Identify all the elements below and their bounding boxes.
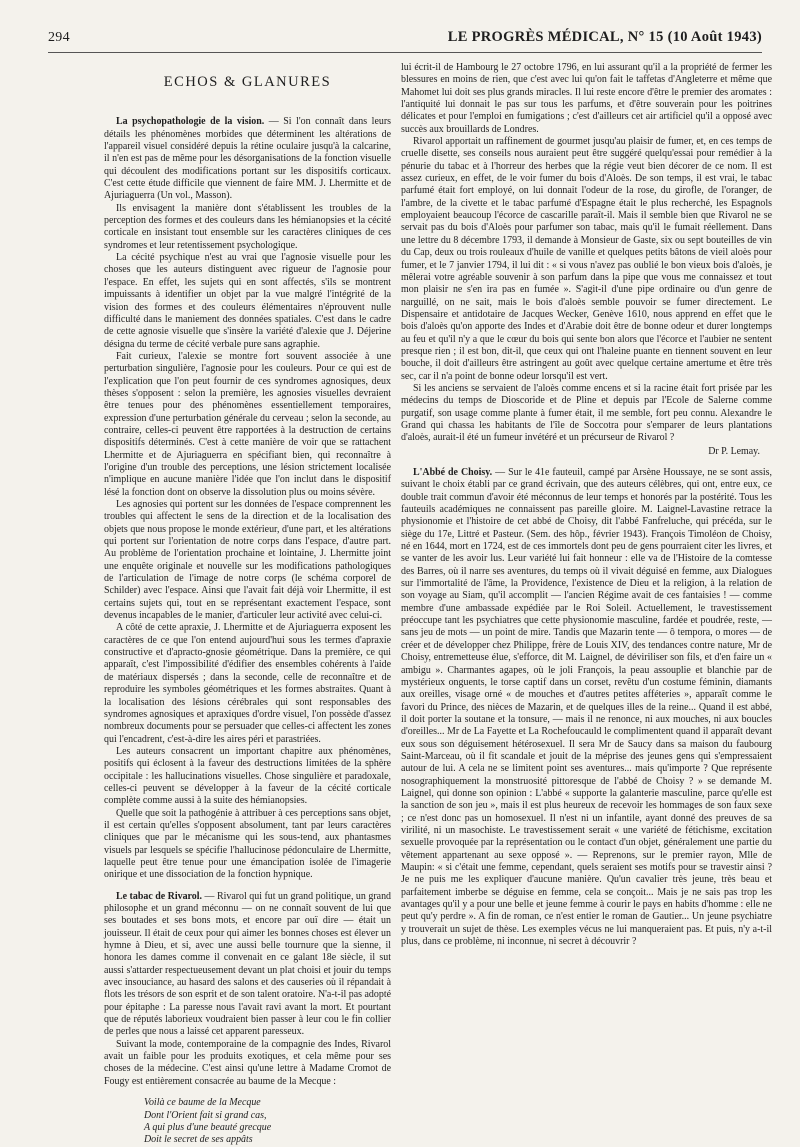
paragraph: Rivarol apportait un raffinement de gourmet jusqu'au plaisir de fumer, et, en ces temps de cruelle disette, ses conseils nous auraient peut être suggéré quelqu'essai pour remédier à la pénurie du tabac et à l'horreur des herbes que la régie veut bien décorer de ce nom. Il est assez curieux, en effet, de le voir fumer du bois d'Aloès. De son temps, il est vrai, le tabac parfumé était fort employé, on lui donnait l'odeur de la rose, du girofle, de l'oranger, de l'ambre, de la civette et le tabac parfumé d'Espagne était le plus recherché, les Espagnols employaient beaucoup l'écorce de cascarille paraît-il. Mais il semble bien que Rivarol ne se servait pas du bois d'Aloès pour parfumer son tabac, mais qu'il le fumait réellement. Dans une lettre du 8 décembre 1793, il demande à Monsieur de Gaste, six ou sept bouteilles de vin du Cap, deux ou trois rouleaux d'huile de vanille et quelques petits bâtons de vieil aloès pour fumer, et le 7 janvier 1794, il lui dit : « si vous n'avez pas oublié le bon vieux bois d'aloès, je mêlerai votre agréable souvenir à son parfum dans la pipe que vous me connaissez et tout mon plaisir ne s'en ira pas en fumée ». S'agit-il d'une pipe ordinaire ou d'un genre de narguillé, on ne sait, mais le bois d'aloès semble pouvoir se fumer directement. Le Dispensaire et antidotaire de Jacques Wecker, Genève 1610, nous apprend en effet que le bois d'aloès qu'on apporte des Indes et d'Arabie doit être de bonne odeur et durer longtemps au feu et qu'il n'y a que le cœur du bois qui sente bon alors que l'écorce et l'aubier ne sentent presque rien ; il est bon, dit-il, que ceux qui ont l'haleine puante en tiennent souvent en leur bouche, il doit d'ailleurs être astringent au goût avec quelque certaine amertume et être très sec, car il n'a point de bonne odeur lorsqu'il est vert. <box>401 136 772 382</box>
paragraph: lui écrit-il de Hambourg le 27 octobre 1796, en lui assurant qu'il a la propriété de fermer les blessures en moins de rien, que c'est avec lui qu'on fait le taffetas d'Angleterre et même que Mahomet lui doit ses plus grands miracles. Il lui reste encore d'être le premier des aromates : l'antiquité lui donnait le pas sur tous les parfums, et d'être souverain pour les poitrines délicates et pour l'emploi en fumigations ; c'est d'ailleurs cet air artificiel qu'il a opposé avec succès aux brouillards de Londres. <box>401 62 772 135</box>
paragraph: — Rivarol qui fut un grand politique, un grand philosophe et un grand méconnu — on ne connaît souvent de lui que ses boutades et ses bons mots, et encore par ouï dire — était un jouisseur. Il était de ceux pour qui aimer les bonnes choses est élever un hymne à Dieu, et si, avec une aussi belle tournure que la sienne, il honora les dames comme il convenait en ce galant 18e siècle, il sut aussi s'attarder respectueusement devant un plat choisi et jouir du temps avec insouciance, au hasard des salons et des causeries où il répandait à flots les trésors de son esprit et de son talent oratoire. N'a-t-il pas adopté pour épitaphe : La paresse nous l'avait ravi avant la mort. Et pourtant que de réputés laborieux voudraient bien passer à leur cou le fin collier de perles que nous a laissé cet apparent paresseux. <box>104 890 392 1038</box>
page-header <box>48 29 762 53</box>
article-heading: Le tabac de Rivarol. <box>116 890 203 902</box>
author-signature: Dr P. Lemay. <box>708 445 760 457</box>
paragraph: Suivant la mode, contemporaine de la compagnie des Indes, Rivarol avait un faible pour les produits exotiques, et cela même pour ses choses de la médecine. C'est ainsi qu'une lettre à Madame Cromot de Fougy est entièrement consacrée au baume de la Mecque : <box>104 1038 391 1087</box>
poem-line: A qui plus d'une beauté grecque <box>144 1121 272 1133</box>
paragraph: La cécité psychique n'est au vrai que l'agnosie visuelle pour les choses que les auteurs distinguent avec rigueur de l'agnosie pour l'espace. En effet, les sujets qui en sont affectés, s'ils se montrent impuissants à identifier un objet par la vue malgré l'intégrité de la vision des formes et des couleurs élémentaires n'éprouvent nulle difficulté dans le maniement des données spatiales. C'est dans le cadre de cette agnosie visuelle que s'insère la variété d'alexie que J. Déjerine désigna du terme de cécité verbale pure sans agraphie. <box>104 252 391 350</box>
paragraph: Les agnosies qui portent sur les données de l'espace comprennent les troubles qui affectent le sens de la direction et de la localisation des objets que nous propose le monde extérieur, d'une part, et les altérations qui portent sur l'orientation de notre corps dans l'espace, d'autre part. Au problème de l'orientation prochaine et lointaine, J. Lhermitte joint une enquête originale et nouvelle sur les modifications pathologiques de l'articulation de l'image de notre corps (le schéma corporel de Schilder) avec l'espace. Ainsi que l'avait fait déjà voir Lhermitte, il est certains sujets qui, tout en se représentant exactement l'espace, sont devenus incapables de le manier, d'articuler leur activité avec celui-ci. <box>104 499 391 622</box>
paragraph: Ils envisagent la manière dont s'établissent les troubles de la perception des formes et des couleurs dans les hémianopsies et la cécité corticale en insistant tout ensemble sur les caractères cliniques de ces syndromes et leur retentissement psychologique. <box>104 202 391 251</box>
article-heading: La psychopathologie de la vision. <box>116 116 265 128</box>
section-title: ECHOS & GLANURES <box>163 74 332 90</box>
article-choisy-intro <box>401 467 772 948</box>
paragraph: Si les anciens se servaient de l'aloès comme encens et si la racine était fort prisée par les médecins du temps de Dioscoride et de Pline et depuis par l'Ecole de Salerne comme purgatif, son usage comme plante à fumer était, il me semble, fort peu connu. Alexandre le Grand qui chassa les habitants de l'île de Soccotra pour s'emparer de leurs plantations d'aloès, aurait-il été un fumeur invétéré et un précurseur de Rivarol ? <box>401 382 772 444</box>
poem-line: Dont l'Orient fait si grand cas, <box>144 1109 267 1121</box>
page-number: 294 <box>48 30 70 45</box>
right-column <box>401 62 772 1070</box>
article-psychopathologie-intro <box>104 116 391 202</box>
poem-line: Voilà ce baume de la Mecque <box>144 1097 261 1109</box>
paragraph: Les auteurs consacrent un important chapitre aux phénomènes, positifs qui éclosent à la faveur des destructions limitées de la sphère occipitale : les hallucinations visuelles. Chose singulière et paradoxale, celles-ci peuvent se développer à la faveur de la cécité corticale complète comme aussi à la suite des hémianopsies. <box>104 745 391 807</box>
paragraph: — Sur le 41e fauteuil, campé par Arsène Houssaye, ne se sont assis, suivant le choix établi par ce grand écrivain, que des auteurs célèbres, qui ont, entre eux, ce double trait commun d'avoir été méconnus de leur temps et honorés par la postérité. Tous les fauteuils académiques ne connaissent pas pareille gloire. M. Laignel-Lavastine retrace la physionomie et l'histoire de cet abbé de Choisy, dit l'abbé Fanfreluche, qui précéda, sur le siège du 17e, Littré et Pasteur. (Sem. des hôp., février 1943). François Timoléon de Choisy, né en 1644, mort en 1724, est de ces immortels dont peu de gens pourraient citer les livres, et se vanter de les avoir lus. Leur variété lui fait honneur : elle va de l'Histoire de la comtesse des Barres, où il narre ses aventures, du temps où il vivait déguisé en femme, aux Dialogues sur l'immortalité de l'âme, la Providence, l'existence de Dieu et la religion, à la relation de son voyage au Siam, qu'il accomplit — l'ancien Régime avait de ces fantaisies ! — comme membre d'une ambassade expédiée par le Roi Soleil. Actuellement, le travestissement préoccupe tant les psychiatres que cette physionomie masculine, fardée et poudrée, reste, — sans jeu de mots — un point de mire. Tandis que Mazarin tente — ô tempora, o mores — de créer et de développer chez Philippe, frère de Louis XIV, des tendances contre nature, Mr de Choisy, entremetteuse élue, s'efforce, dit M. Laignel, de déviriliser son fils, et d'en faire un « ambigu ». Charmantes agapes, où le joli François, la peau assouplie et blanchie par de mystérieux onguents, le torse captif dans un corset, revêtu d'un costume féminin, diamants aux oreilles, visage orné « de mouches et d'autres petites afféteries », apparaît comme le favori du Prince, des nièces de Mazarin, et de quelques illes de la reine... Quand il est abbé, il doit porter la soutane et la tonsure, — mais il ne renonce, ni aux mouches, ni aux boucles d'oreilles... Mr de La Fayette et La Rochefoucauld le complimentent quand il apparaît devant eux sous son déguisement hétérosexuel. Il sera Mr de Saucy dans sa maison du faubourg Saint-Marceau, où il fit scandale et jouit de la méprise des jeunes gens qui s'empressaient autour de lui. A cela ne se limitent point ses aventures... mais qu'importe ? Que représente nosographiquement la monstruosité pittoresque de l'abbé de Choisy ? » se demande M. Laignel, qui donne son opinion : L'abbé « supporte la galanterie masculine, parce qu'elle est la sanction de son jeu », mais il est plus heureux de recevoir les hommages de son faux sexe ; ce n'est donc pas un homosexuel. Il n'est ni un infantile, ayant donné des preuves de sa virilité, ni un masochiste. Le travestissement serait « une variété de fétichisme, excitation sexuelle provoquée par la représentation ou le contact d'un objet, généralement une partie du vêtement appartenant au sexe opposé ». — Reprenons, sur le premier rayon, Mlle de Maupin: « si c'était une femme, cependant, quels seraient ses motifs pour se travestir ainsi ? Je ne puis me les expliquer d'aucune manière. Qu'un cavalier très jeune, très beau et parfaitement imberbe se déguise en femme, cela se conçoit... Mais je ne sais pas trop les avantages qu'il y a pour une belle et jeune femme à courir le pays en habits d'homme : elle ne peut qu'y perdre ». A fin de roman, ce n'est entier le roman de Gautier... Un jeune psychiatre y trouverait un sujet de thèse. Les exemples vécus ne lui manqueraient pas. Et puis, n'y a-t-il plus, dans ce problème, ni inconnue, ni secret à découvrir ? <box>401 467 773 948</box>
paragraph: — Si l'on connaît dans leurs détails les phénomènes morbides que déterminent les altérations de l'appareil visuel considéré depuis la rétine oculaire jusqu'à la calcarine, il n'en est pas de même pour les désorganisations de la fonction visuelle qui découlent des modifications portant sur les dispositifs corticaux. C'est cette étude difficile que viennent de faire MM. J. Lhermitte et de Ajuriaguerra (Un vol., Masson). <box>104 116 392 202</box>
poem-line: Doit le secret de ses appâts <box>144 1134 253 1146</box>
journal-title: LE PROGRÈS MÉDICAL, N° 15 (10 Août 1943) <box>447 29 762 45</box>
left-column <box>104 62 392 1146</box>
paragraph: A côté de cette apraxie, J. Lhermitte et de Ajuriaguerra exposent les caractères de ce que l'on entend aujourd'hui sous les termes d'apraxie constructive et d'apracto-gnosie géométrique. Dans la première, ce qui apparaît, c'est l'impossibilité d'édifier des ensembles cohérents à l'aide de matériaux dispersés ; dans la seconde, celle de reconnaître et de reproduire les symboles géométriques et les formes abstraites. Quant à la localisation des lésions cérébrales qui sont responsables des syndromes agnosiques et apraxiques d'ordre visuel, l'on possède d'assez nombreux documents pour se persuader que celles-ci affectent les zones qui l'encadrent, c'est-à-dire les aires péri et parastriées. <box>104 622 391 745</box>
poem-quote <box>144 1097 391 1146</box>
paragraph: Fait curieux, l'alexie se montre fort souvent associée à une perturbation singulière, l'agnosie pour les couleurs. Pour ce qui est de l'explication que l'on peut fournir de ces syndromes agnosiques, deux thèses s'opposent : selon la première, les agnosies visuelles devraient être tenues pour des phénomènes essentiellement temporaires, expression d'une perturbation générale du cerveau ; selon la seconde, au contraire, celles-ci peuvent être rapportées à la destruction de certains dispositifs déterminés. C'est à cette manière de voir que se rattachent Lhermitte et de Ajuriaguerra en spécifiant bien, qui reconnaître à l'origine d'un trouble des perceptions, une lésion strictement localisée n'implique en aucune manière l'idée que l'on inclut dans le dispositif lésé la fonction dont on observe la dissolution plus ou moins sévère. <box>104 350 391 498</box>
article-heading: L'Abbé de Choisy. <box>413 467 493 478</box>
paragraph: Quelle que soit la pathogénie à attribuer à ces perceptions sans objet, il est certain qu'elles s'opposent absolument, tant par leurs caractères cliniques que par le mécanisme qui les sous-tend, aux phantasmes visuels par lesquels se spécifie l'hallucinose pédonculaire de Lhermitte, laquelle peut être tenue pour une émancipation isolée de l'imagerie onirique et une dissociation de la fonction hypnique. <box>104 807 391 881</box>
article-tabac-intro <box>104 891 391 1039</box>
